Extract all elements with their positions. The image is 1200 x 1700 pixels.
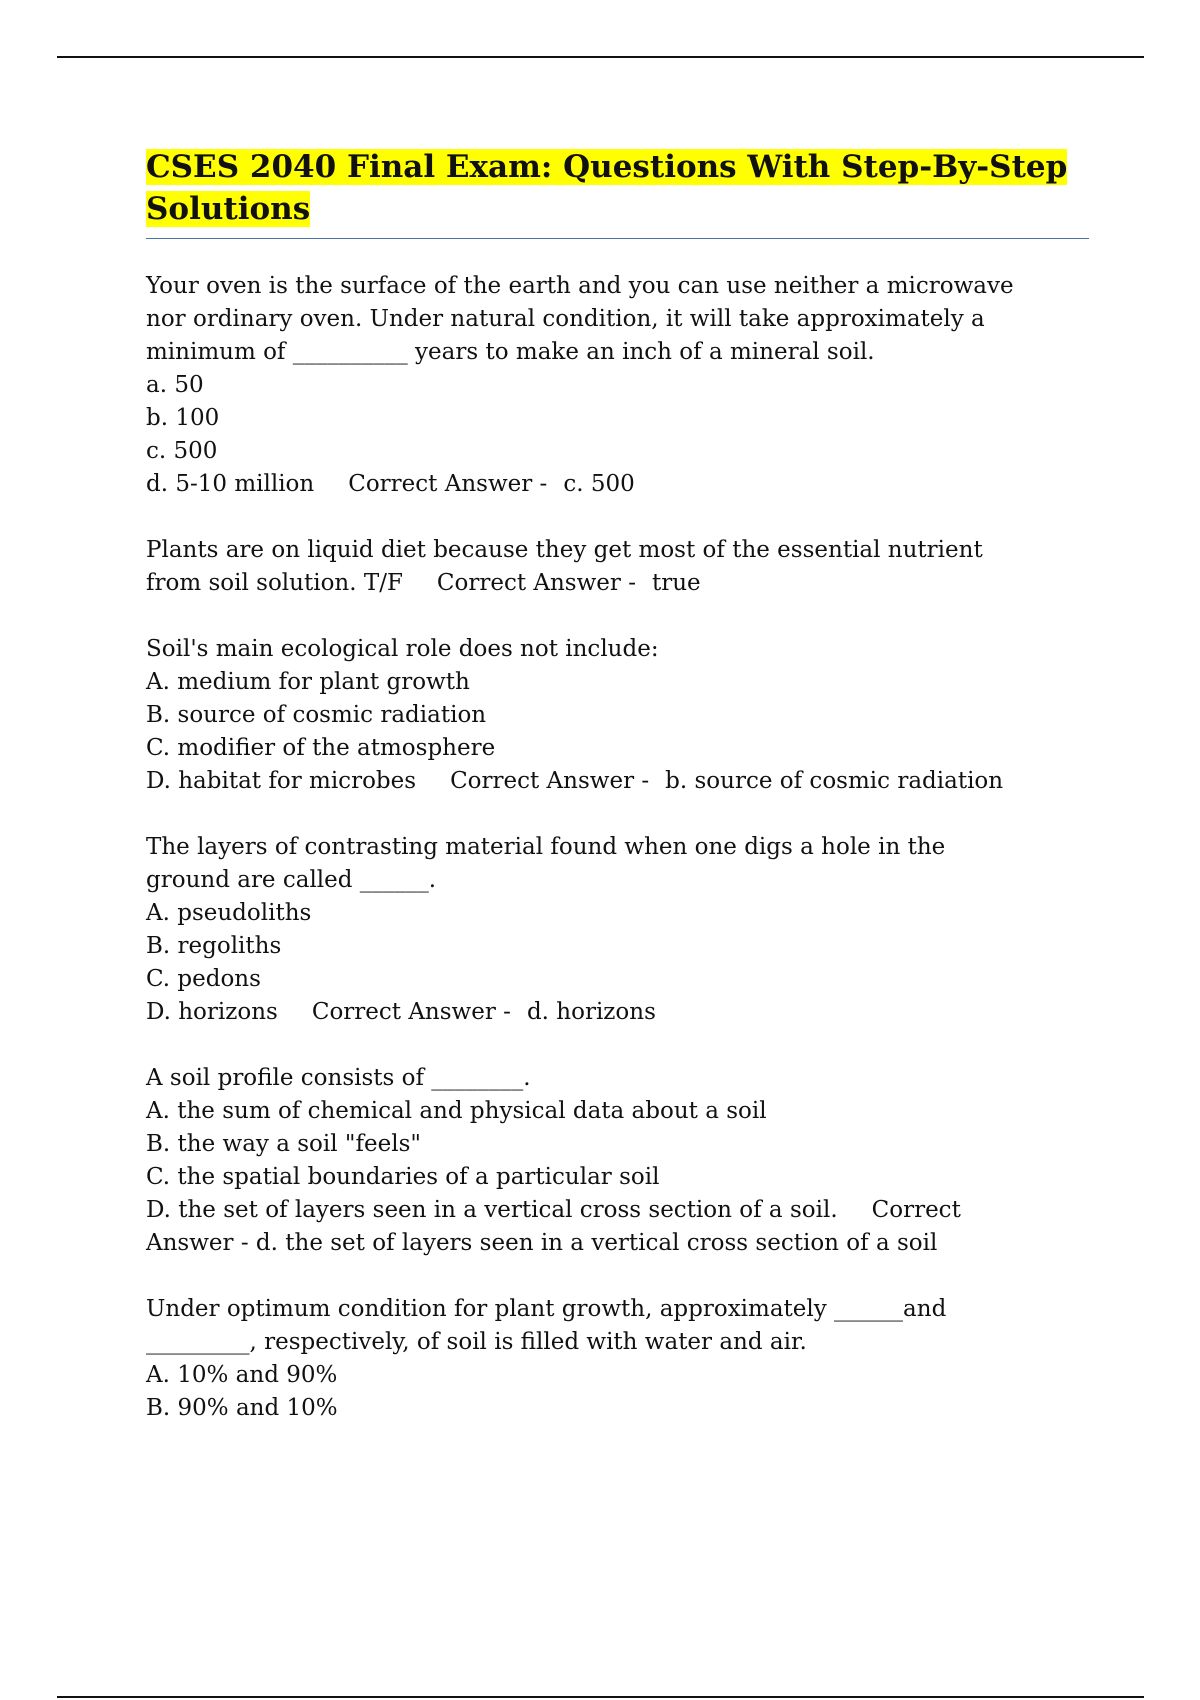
option-4c: C. pedons [146, 966, 261, 992]
title-underline [146, 238, 1089, 239]
question-3 [146, 633, 1091, 798]
option-1a: a. 50 [146, 372, 204, 398]
page-bottom-rule [57, 1696, 1144, 1698]
option-4b: B. regoliths [146, 933, 282, 959]
option-6b: B. 90% and 10% [146, 1395, 338, 1421]
question-2 [146, 534, 1091, 600]
option-1b: b. 100 [146, 405, 220, 431]
question-5-stem: A soil profile consists of ________. [146, 1065, 531, 1091]
option-4d-with-answer [146, 996, 1091, 1029]
correct-answer-label: Correct Answer - [436, 570, 636, 596]
correct-answer-label: Correct Answer - [450, 768, 650, 794]
option-1d-with-answer [146, 468, 1091, 501]
correct-answer-1: c. 500 [563, 471, 635, 497]
option-5b: B. the way a soil "feels" [146, 1131, 421, 1157]
correct-answer-5: d. the set of layers seen in a vertical cross section of a soil [255, 1230, 938, 1256]
option-5d: D. the set of layers seen in a vertical cross section of a soil. [146, 1197, 838, 1223]
option-4a: A. pseudoliths [146, 900, 312, 926]
option-1d: d. 5-10 million [146, 471, 315, 497]
page-top-rule [57, 56, 1144, 58]
option-4d: D. horizons [146, 999, 278, 1025]
correct-answer-label: Correct Answer - [348, 471, 548, 497]
document-title: CSES 2040 Final Exam: Questions With Step-By-Step Solutions [146, 149, 1068, 227]
correct-answer-label: Correct Answer - [146, 1197, 961, 1256]
option-3d-with-answer [146, 765, 1091, 798]
question-6 [146, 1293, 1091, 1425]
question-2-stem-with-answer [146, 534, 1026, 600]
question-3-stem: Soil's main ecological role does not include: [146, 636, 659, 662]
option-3a: A. medium for plant growth [146, 669, 470, 695]
option-3d: D. habitat for microbes [146, 768, 417, 794]
question-6-stem: Under optimum condition for plant growth, approximately ______and _________, respectively, of soil is filled with water and air. [146, 1296, 947, 1355]
option-5d-with-answer [146, 1194, 1036, 1260]
option-6a: A. 10% and 90% [146, 1362, 338, 1388]
option-5c: C. the spatial boundaries of a particular soil [146, 1164, 660, 1190]
correct-answer-4: d. horizons [526, 999, 656, 1025]
option-1c: c. 500 [146, 438, 218, 464]
question-list [146, 270, 1091, 1425]
option-5a: A. the sum of chemical and physical data about a soil [146, 1098, 767, 1124]
correct-answer-label: Correct Answer - [311, 999, 511, 1025]
correct-answer-3: b. source of cosmic radiation [665, 768, 1004, 794]
question-4-stem: The layers of contrasting material found when one digs a hole in the ground are called ______. [146, 834, 946, 893]
question-1-stem: Your oven is the surface of the earth and you can use neither a microwave nor ordinary oven. Under natural condition, it will take approximately a minimum of __________ years to make an inch of a mineral soil. [146, 273, 1014, 365]
question-4 [146, 831, 1091, 1029]
option-3c: C. modifier of the atmosphere [146, 735, 496, 761]
option-3b: B. source of cosmic radiation [146, 702, 487, 728]
question-2-stem: Plants are on liquid diet because they get most of the essential nutrient from soil solution. T/F [146, 537, 983, 596]
correct-answer-2: true [652, 570, 701, 596]
question-5 [146, 1062, 1091, 1260]
question-1 [146, 270, 1091, 501]
document-body [146, 146, 1091, 1425]
